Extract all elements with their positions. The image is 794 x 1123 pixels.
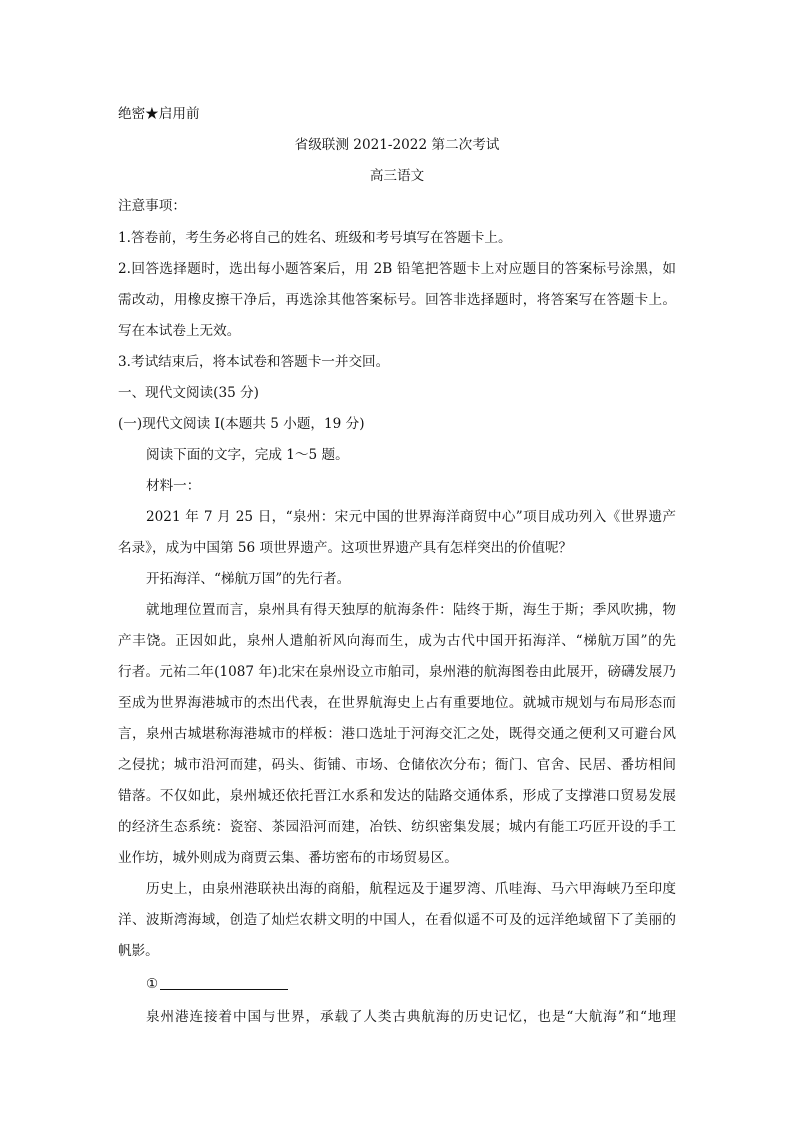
- material-label: 材料一：: [146, 478, 201, 494]
- paragraph-2-line: 产丰饶。正因如此，泉州人遣舶祈风向海而生，成为古代中国开拓海洋、“梯航万国”的先: [118, 633, 676, 649]
- exam-title: 省级联测 2021-2022 第二次考试: [294, 137, 500, 153]
- paragraph-2-line: 行者。元祐二年(1087 年)北宋在泉州设立市舶司，泉州港的航海图卷由此展开，磅礴发展乃: [118, 664, 676, 680]
- subheading: 开拓海洋、“梯航万国”的先行者。: [146, 571, 351, 587]
- notice-item-2-line-3: 写在本试卷上无效。: [118, 323, 241, 339]
- secret-mark: 绝密★启用前: [118, 106, 200, 122]
- paragraph-3-line: 洋、波斯湾海域，创造了灿烂农耕文明的中国人，在看似遥不可及的远洋绝域留下了美丽的: [118, 912, 676, 928]
- notice-item-1: 1.答卷前，考生务必将自己的姓名、班级和考号填写在答题卡上。: [118, 230, 512, 246]
- section-heading: 一、现代文阅读(35 分): [118, 385, 259, 401]
- subsection-heading: (一)现代文阅读 I(本题共 5 小题，19 分): [118, 416, 365, 432]
- notice-item-2-line-1: 2.回答选择题时，选出每小题答案后，用 2B 铅笔把答题卡上对应题目的答案标号涂黑，如: [118, 261, 676, 277]
- paragraph-3-line: 历史上，由泉州港联袂出海的商船，航程远及于暹罗湾、爪哇海、马六甲海峡乃至印度: [146, 881, 676, 897]
- blank-marker: ①: [146, 976, 159, 992]
- reading-instruction: 阅读下面的文字，完成 1～5 题。: [146, 447, 349, 463]
- paragraph-2-line: 至成为世界海港城市的杰出代表，在世界航海史上占有重要地位。就城市规划与布局形态而: [118, 695, 676, 711]
- notice-item-2-line-2: 需改动，用橡皮擦干净后，再选涂其他答案标号。回答非选择题时，将答案写在答题卡上。: [118, 292, 676, 308]
- fill-in-blank-line: [160, 975, 288, 990]
- subject-title: 高三语文: [369, 168, 425, 184]
- paragraph-2-line: 就地理位置而言，泉州具有得天独厚的航海条件：陆终于斯，海生于斯；季风吹拂，物: [146, 602, 676, 618]
- paragraph-4-line: 泉州港连接着中国与世界，承载了人类古典航海的历史记忆，也是“大航海”和“地理: [146, 1009, 676, 1025]
- paragraph-2-line: 言，泉州古城堪称海港城市的样板：港口选址于河海交汇之处，既得交通之便利又可避台风: [118, 726, 676, 742]
- notice-heading: 注意事项：: [118, 198, 186, 214]
- paragraph-2-line: 的经济生态系统：瓷窑、茶园沿河而建，冶铁、纺织密集发展；城内有能工巧匠开设的手工: [118, 819, 676, 835]
- paragraph-3-line: 帆影。: [118, 943, 159, 959]
- paragraph-2-line: 业作坊，城外则成为商贾云集、番坊密布的市场贸易区。: [118, 850, 458, 866]
- paragraph-2-line: 之侵扰；城市沿河而建，码头、街铺、市场、仓储依次分布；衙门、官舍、民居、番坊相间: [118, 757, 676, 773]
- blank-heading: [146, 974, 676, 994]
- paragraph-1-line: 名录》，成为中国第 56 项世界遗产。这项世界遗产具有怎样突出的价值呢？: [118, 540, 573, 556]
- paragraph-2-line: 错落。不仅如此，泉州城还依托晋江水系和发达的陆路交通体系，形成了支撑港口贸易发展: [118, 788, 676, 804]
- paragraph-1-line: 2021 年 7 月 25 日，“泉州：宋元中国的世界海洋商贸中心”项目成功列入《世界遗产: [146, 509, 676, 525]
- notice-item-3: 3.考试结束后，将本试卷和答题卡一并交回。: [118, 354, 390, 370]
